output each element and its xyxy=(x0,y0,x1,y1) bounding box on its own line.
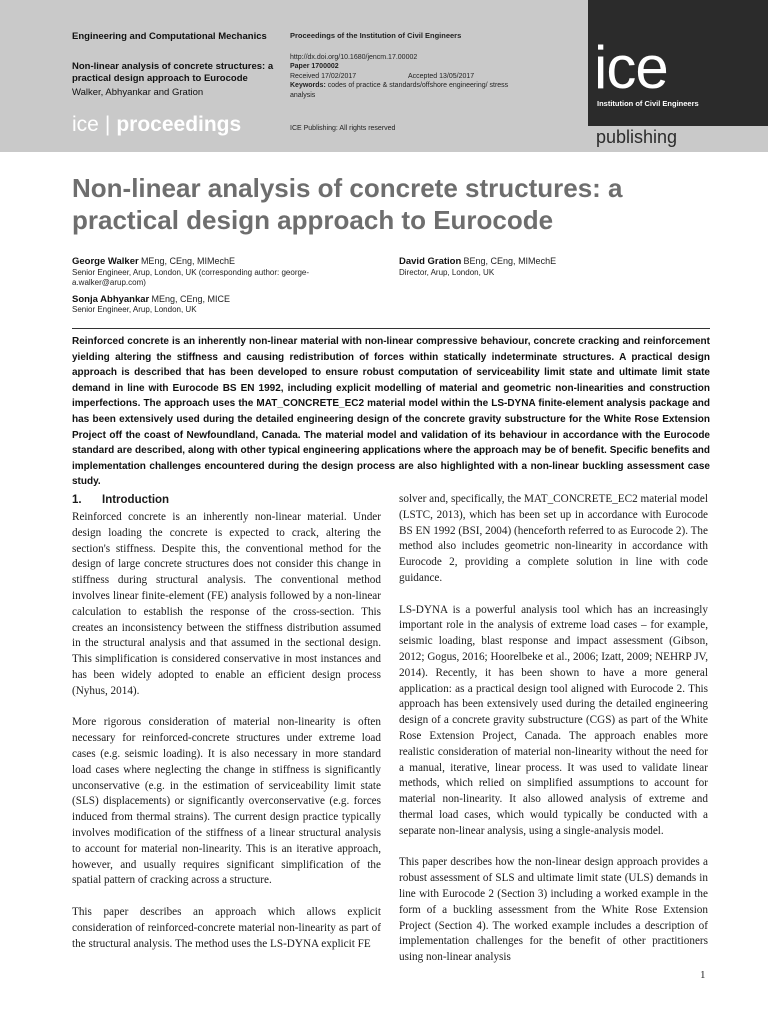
accepted-date: Accepted 13/05/2017 xyxy=(408,72,475,80)
page-number: 1 xyxy=(700,969,706,981)
author-entry xyxy=(72,256,372,289)
keywords-text: codes of practice & standards/offshore engineering/ stress analysis xyxy=(290,82,509,99)
body-column-right xyxy=(399,492,708,982)
publishing-banner xyxy=(588,126,768,152)
author-entry xyxy=(399,256,699,278)
publishing-label: publishing xyxy=(596,127,678,147)
section-number: 1. xyxy=(72,494,82,506)
paper-number: Paper 1700002 xyxy=(290,63,339,70)
header-paper-title: Non-linear analysis of concrete structures: a practical design approach to Eurocode xyxy=(72,61,274,84)
paragraph: This paper describes how the non-linear design approach provides a robust assessment of SLS and ultimate limit state (ULS) demands in line with Eurocode 2 (Section 3) including a worked example in the form of a buckling assessment from the White Rose Extension Project (Section 4). The worked example includes a description of implementation challenges for the benefit of other practitioners using non-linear analysis xyxy=(399,856,708,964)
header-left-block xyxy=(72,31,287,99)
author-block-right xyxy=(399,256,699,278)
doi-link[interactable]: http://dx.doi.org/10.1680/jencm.17.00002 xyxy=(290,53,418,61)
author-affiliation: Director, Arup, London, UK xyxy=(399,267,495,277)
abstract: Reinforced concrete is an inherently non-linear material with non-linear compressive behaviour, concrete cracking and reinforcement yielding altering the stiffness and causing redistribution of forces within statically indeterminate structures. A practical design approach is described that has been developed to ensure robust computation of serviceability limit state and ultimate limit state demand in line with Eurocode BS EN 1992, including explicit modelling of material and geometric non-linearities and construction imperfections. The approach uses the MAT_CONCRETE_EC2 material model within the LS-DYNA finite-element analysis package and has been extensively used during the detailed engineering design of the concrete gravity substructure for the White Rose Extension Project off the coast of Newfoundland, Canada. The material model and validation of its behaviour in accordance with the Eurocode standard are described, along with other typical engineering applications where the approach may be of benefit. Specific benefits and implementation challenges encountered during the design process are also highlighted with a non-linear buckling assessment case study. xyxy=(72,336,710,488)
author-block-left xyxy=(72,256,372,316)
rights-notice: ICE Publishing: All rights reserved xyxy=(290,125,396,132)
author-qualifications: BEng, CEng, MIMechE xyxy=(463,256,557,266)
author-name: David Gration xyxy=(399,256,462,267)
author-qualifications: MEng, CEng, MICE xyxy=(151,293,231,304)
ice-logo-institution: Institution of Civil Engineers xyxy=(597,99,699,108)
author-affiliation: Senior Engineer, Arup, London, UK xyxy=(72,305,197,314)
paragraph: More rigorous consideration of material non-linearity is often necessary for reinforced-concrete structures under extreme load cases (e.g. seismic loading). It is also necessary in more standard load cases where neglecting the change in stiffness is significantly unconservative (e.g. in the estimation of serviceability limit state (SLS) displacements) or significantly overconservative (e.g. forces induced from thermal strains). The current design practice typically involves modification of the stiffness of a linear structural analysis to account for material non-linearity. This is an iterative approach, however, and usually requires significant simplification of the spatial pattern of cracking across a structure. xyxy=(72,716,381,887)
section-heading xyxy=(72,492,381,508)
brand-ice: ice xyxy=(72,113,99,136)
author-qualifications: MEng, CEng, MIMechE xyxy=(140,256,235,266)
ice-proceedings-brand xyxy=(72,113,241,137)
paragraph: Reinforced concrete is an inherently non-linear material. Under design loading the concrete is expected to crack, altering the section's stiffness. Despite this, the conventional method for the design of large concrete structures does not consider this change in stiffness during structural analysis. The conventional method involves linear finite-element (FE) analysis followed by a non-linear calculation to establish the response of the cross-section. This creates an inconsistency between the stiffness distribution assumed in the structural analysis and that assumed in the sectional design. This simplification is considered conservative in most instances and has been widely adopted to enable an efficient design process (Nyhus, 2014). xyxy=(72,511,381,697)
paragraph: LS-DYNA is a powerful analysis tool which has an increasingly important role in the analysis of extreme load cases – for example, seismic loading, blast response and impact assessment (Gibson, 2012; Gogus, 2016; Hoorelbeke et al., 2006; Izatt, 2009; NEHRP JV, 2014). Recently, it has been shown to have a more general application: as a practical design tool aligned with Eurocode 2. This approach has been extensively used during the detailed engineering design of a concrete gravity substructure (CGS) as part of the White Rose Extension Project, Canada. The approach enables more realistic consideration of material non-linearity without the need for a manual, iterative, linear process. It was used to validate linear methods, which relied on simplified assumptions to account for material non-linearity. It also allowed analysis of extreme and thermal load cases, which would typically be conducted with a separate non-linear analysis, using a single-analysis model. xyxy=(399,603,708,837)
paragraph: solver and, specifically, the MAT_CONCRETE_EC2 material model (LSTC, 2013), which has been set up in accordance with Eurocode BS EN 1992 (BSI, 2004) (henceforth referred to as Eurocode 2). The method also includes geometric non-linearity in accordance with Eurocode 2, providing a complete solution in line with code guidance. xyxy=(399,493,708,584)
article-title: Non-linear analysis of concrete structures: a practical design approach to Eurocode xyxy=(72,173,623,235)
proceedings-name: Proceedings of the Institution of Civil Engineers xyxy=(290,31,462,40)
brand-proceedings: proceedings xyxy=(116,113,242,136)
section-title: Introduction xyxy=(102,494,170,506)
author-affiliation: Senior Engineer, Arup, London, UK (corresponding author: george-a.walker@arup.com) xyxy=(72,267,310,287)
body-column-left xyxy=(72,492,381,968)
received-date: Received 17/02/2017 xyxy=(290,72,357,80)
author-name: George Walker xyxy=(72,256,139,267)
brand-separator: | xyxy=(104,113,111,136)
abstract-divider xyxy=(72,328,710,329)
keywords-label: Keywords: xyxy=(290,82,326,89)
author-name: Sonja Abhyankar xyxy=(72,293,150,305)
journal-name: Engineering and Computational Mechanics xyxy=(72,31,267,42)
author-entry xyxy=(72,294,372,316)
ice-logo-mark: ice xyxy=(594,34,668,101)
keywords-block xyxy=(290,81,510,100)
paragraph: This paper describes an approach which allows explicit consideration of reinforced-concrete material non-linearity as part of the structural analysis. The method uses the LS-DYNA explicit FE xyxy=(72,905,381,950)
header-metadata xyxy=(290,31,590,100)
header-authors: Walker, Abhyankar and Gration xyxy=(72,87,204,98)
